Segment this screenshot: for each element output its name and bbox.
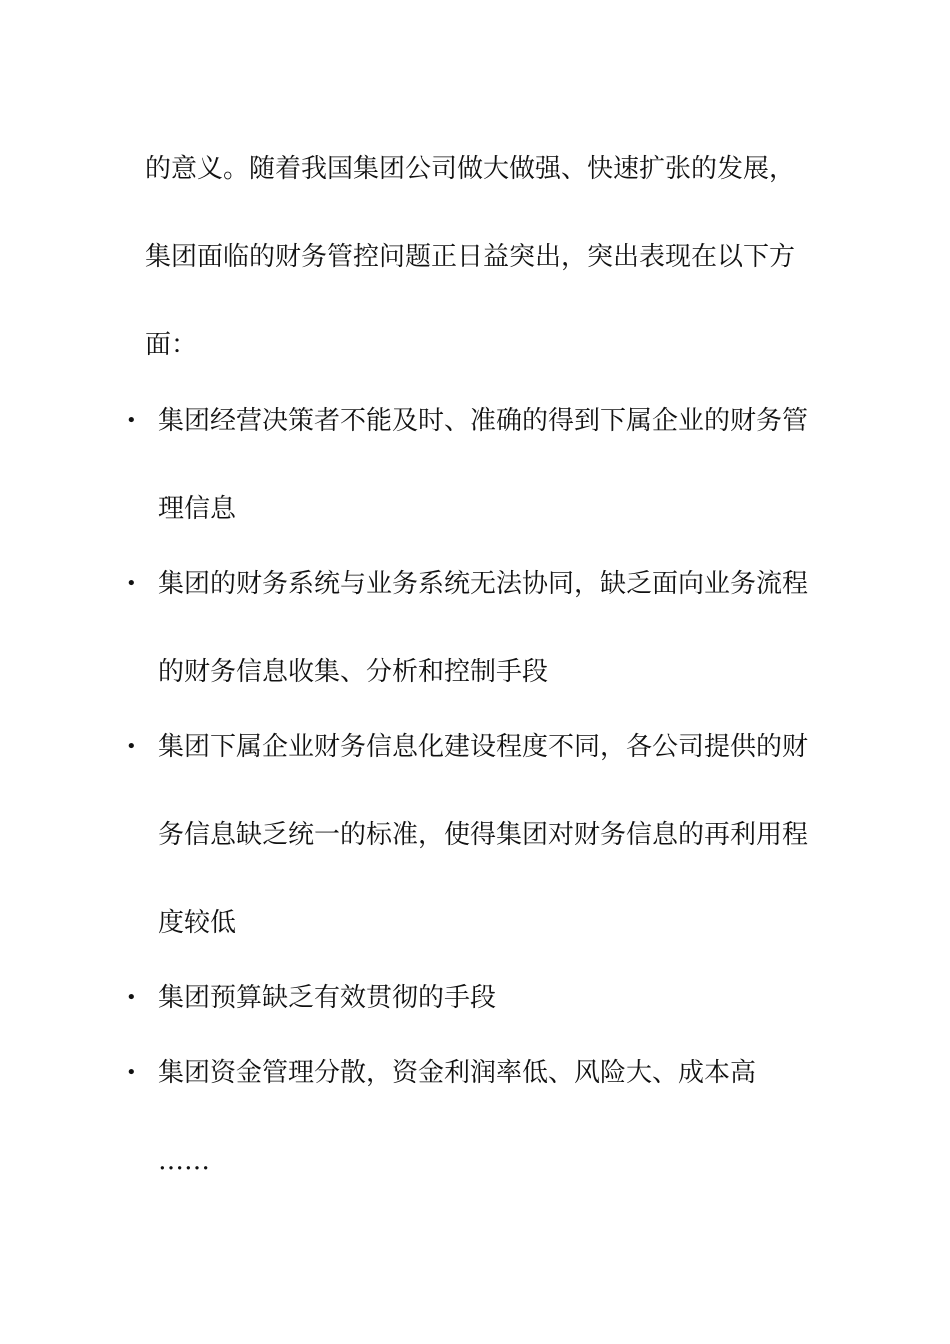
list-item-line: 集团预算缺乏有效贯彻的手段	[158, 983, 497, 1013]
list-item-line: 集团资金管理分散，资金利润率低、风险大、成本高	[158, 1058, 757, 1088]
intro-line: 集团面临的财务管控问题正日益突出，突出表现在以下方	[145, 242, 796, 272]
intro-paragraph	[145, 125, 805, 389]
list-item-text	[158, 1029, 818, 1117]
list-item-text	[158, 703, 818, 967]
bullet-icon: •	[126, 987, 137, 1008]
bullet-icon: •	[126, 1062, 137, 1083]
continuation-ellipsis: ……	[158, 1146, 210, 1176]
bullet-icon: •	[126, 573, 137, 594]
list-item-line: 集团下属企业财务信息化建设程度不同，各公司提供的财	[158, 732, 809, 762]
list-item-text	[158, 540, 818, 716]
list-item-line: 集团的财务系统与业务系统无法协同，缺乏面向业务流程	[158, 569, 809, 599]
bullet-icon: •	[126, 736, 137, 757]
list-item-line: 理信息	[158, 494, 237, 524]
list-item-line: 务信息缺乏统一的标准，使得集团对财务信息的再利用程	[158, 820, 809, 850]
intro-line: 面：	[145, 330, 198, 360]
intro-line: 的意义。随着我国集团公司做大做强、快速扩张的发展，	[145, 154, 796, 184]
list-item-line: 度较低	[158, 908, 237, 938]
bullet-icon: •	[126, 410, 137, 431]
list-item-line: 的财务信息收集、分析和控制手段	[158, 657, 549, 687]
list-item-text	[158, 377, 818, 553]
list-item-line: 集团经营决策者不能及时、准确的得到下属企业的财务管	[158, 406, 809, 436]
